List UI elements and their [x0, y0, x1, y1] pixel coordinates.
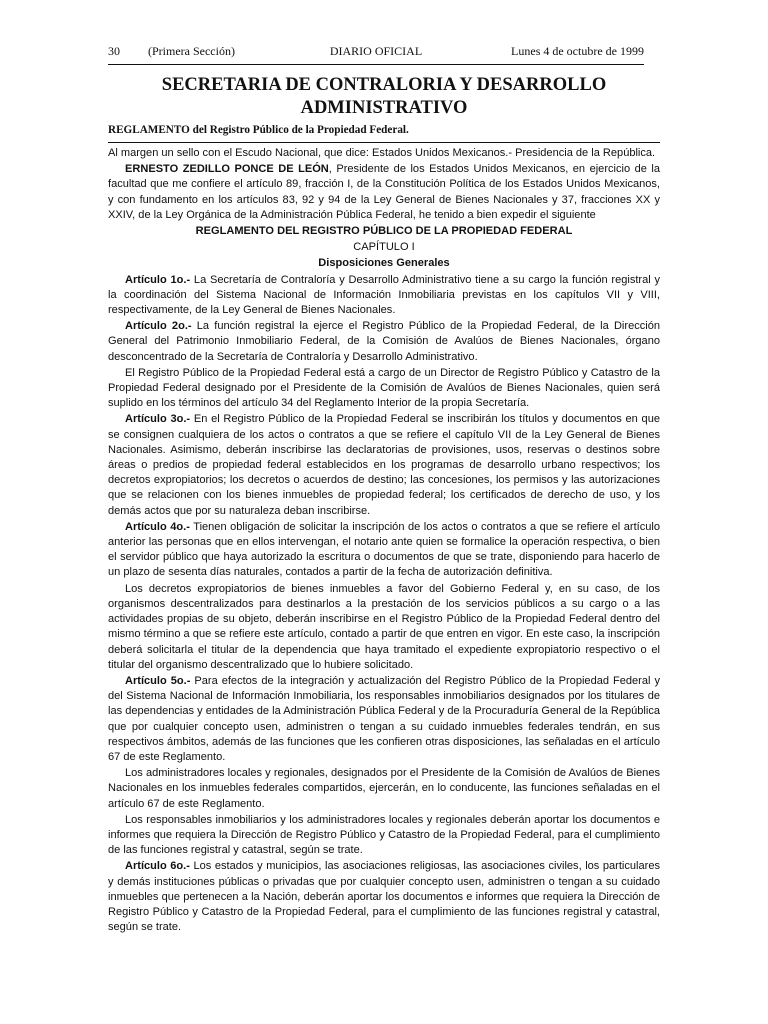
document-heading: REGLAMENTO DEL REGISTRO PÚBLICO DE LA PROPIEDAD FEDERAL	[195, 225, 573, 238]
article-6-text: Los estados y municipios, las asociaciones religiosas, las asociaciones civiles, los particulares y demás instituciones públicas o privadas que por cualquier concepto usen, administren o tengan a su cuidado inmuebles que pertenecen a la Nación, deberán aportar los documentos e informes que requiera la Dirección de Registro Público y Catastro de la Propiedad Federal, para el cumplimiento de las funciones registral y catastral, según se trate.	[108, 860, 660, 934]
reglamento-line	[108, 124, 660, 136]
article-4	[108, 520, 660, 581]
article-2-label: Artículo 2o.-	[125, 320, 192, 333]
article-5	[108, 674, 660, 765]
section-rule	[108, 142, 660, 143]
page-header	[108, 44, 644, 60]
article-5-paragraph-3: Los responsables inmobiliarios y los administradores locales y regionales deberán aportar los documentos e informes que requiera la Dirección de Registro Público y Catastro de la Propiedad Federal, para el cumplimiento de las funciones registral y catastral, según se trate.	[108, 813, 660, 857]
article-6-label: Artículo 6o.-	[125, 860, 190, 873]
article-1-label: Artículo 1o.-	[125, 273, 191, 286]
article-3-text: En el Registro Público de la Propiedad Federal se inscribirán los títulos y documentos en que se consignen cualquiera de los actos o contratos a que se refiere el capítulo VII de la Ley General de Bienes Nacionales. Asimismo, deberán inscribirse las declaratorias de provisiones, usos, reservas o destinos sobre áreas o predios de propiedad federal establecidos en los programas de desarrollo urbano respectivos; los decretos expropiatorios; los decretos o acuerdos de destino; las concesiones, los permisos y las autorizaciones que se relacionen con los bienes inmuebles de propiedad federal; los certificados de derecho de uso, y los demás actos que por su naturaleza deban inscribirse.	[108, 413, 660, 517]
article-4-paragraph-2: Los decretos expropiatorios de bienes inmuebles a favor del Gobierno Federal y, en su caso, de los organismos descentralizados para destinarlos a la prestación de los servicios públicos a su cargo o a las actividades propias de su objeto, deberán inscribirse en el Registro Público de la Propiedad Federal dentro del mismo término a que se refiere este artículo, contado a partir de que entren en vigor. En este caso, la inscripción deberá solicitarla el titular de la dependencia que haya tramitado el expediente expropiatorio respectivo o el titular del organismo descentralizado que lo hubiere solicitado.	[108, 582, 660, 671]
article-2-paragraph-2: El Registro Público de la Propiedad Federal está a cargo de un Director de Registro Público y Catastro de la Propiedad Federal designado por el Presidente de la Comisión de Avalúos de Bienes Nacionales, quien será suplido en los términos del artículo 34 del Reglamento Interior de la propia Secretaría.	[108, 366, 660, 410]
article-2	[108, 319, 660, 365]
article-3-label: Artículo 3o.-	[125, 413, 191, 426]
article-5-label: Artículo 5o.-	[125, 674, 191, 687]
preamble-paragraph-2	[108, 162, 660, 223]
article-4-label: Artículo 4o.-	[125, 520, 190, 533]
document-body	[108, 146, 660, 936]
section-label: (Primera Sección)	[148, 44, 235, 58]
reglamento-text: del Registro Público de la Propiedad Federal.	[189, 124, 409, 136]
article-2-text: La función registral la ejerce el Registro Público de la Propiedad Federal, de la Dirección General del Patrimonio Inmobiliario Federal, de la Comisión de Avalúos de Bienes Nacionales, órgano desconcentrado de la Secretaría de Contraloría y Desarrollo Administrativo.	[108, 320, 660, 363]
chapter-title: Disposiciones Generales	[318, 257, 450, 270]
header-rule	[108, 64, 644, 65]
article-1	[108, 273, 660, 319]
page-number: 30	[108, 44, 120, 58]
publication-date: Lunes 4 de octubre de 1999	[511, 44, 644, 58]
article-6	[108, 859, 660, 935]
president-name: ERNESTO ZEDILLO PONCE DE LEÓN	[125, 163, 329, 176]
title-line-2: ADMINISTRATIVO	[300, 98, 468, 118]
preamble-paragraph-1: Al margen un sello con el Escudo Nacional, que dice: Estados Unidos Mexicanos.- Presidencia de la República.	[108, 147, 656, 159]
publication-name: DIARIO OFICIAL	[329, 44, 423, 58]
title-line-1: SECRETARIA DE CONTRALORIA Y DESARROLLO	[161, 75, 607, 95]
article-5-text: Para efectos de la integración y actualización del Registro Público de la Propiedad Federal y del Sistema Nacional de Información Inmobiliaria, los responsables inmobiliarios designados por los titulares de las dependencias y entidades de la Administración Pública Federal y de la Procuraduría General de la República que por cualquier concepto usen, administren o tengan a su cuidado inmuebles federales tendrán, en sus respectivos ámbitos, además de las funciones que les confieren otras disposiciones, las señaladas en el artículo 67 de este Reglamento.	[108, 674, 660, 763]
article-3	[108, 412, 660, 518]
reglamento-label: REGLAMENTO	[108, 124, 190, 136]
chapter-heading: CAPÍTULO I	[353, 241, 415, 254]
article-5-paragraph-2: Los administradores locales y regionales, designados por el Presidente de la Comisión de Avalúos de Bienes Nacionales en los inmuebles federales compartidos, ejercerán, en lo conducente, las funciones señaladas en el artículo 67 de este Reglamento.	[108, 767, 660, 810]
article-1-text: La Secretaría de Contraloría y Desarrollo Administrativo tiene a su cargo la función registral y la coordinación del Sistema Nacional de Información Inmobiliaria previstas en los capítulos VII y VIII, respectivamente, de la Ley General de Bienes Nacionales.	[108, 273, 660, 317]
preamble-paragraph-2-text: , Presidente de los Estados Unidos Mexicanos, en ejercicio de la facultad que me confiere el artículo 89, fracción I, de la Constitución Política de los Estados Unidos Mexicanos, y con fundamento en los artículos 83, 92 y 94 de la Ley General de Bienes Nacionales y 37, fracciones XX y XXIV, de la Ley Orgánica de la Administración Pública Federal, he tenido a bien expedir el siguiente	[108, 163, 660, 221]
article-4-text: Tienen obligación de solicitar la inscripción de los actos o contratos a que se refiere el artículo anterior las personas que en ellos intervengan, el notario ante quien se formalice la operación respectiva, o bien el servidor público que haya autorizado la escritura o documentos de que se trate, disponiendo para hacerlo de un plazo de sesenta días naturales, contados a partir de la fecha de autorización definitiva.	[108, 520, 660, 579]
page-title	[108, 74, 660, 120]
